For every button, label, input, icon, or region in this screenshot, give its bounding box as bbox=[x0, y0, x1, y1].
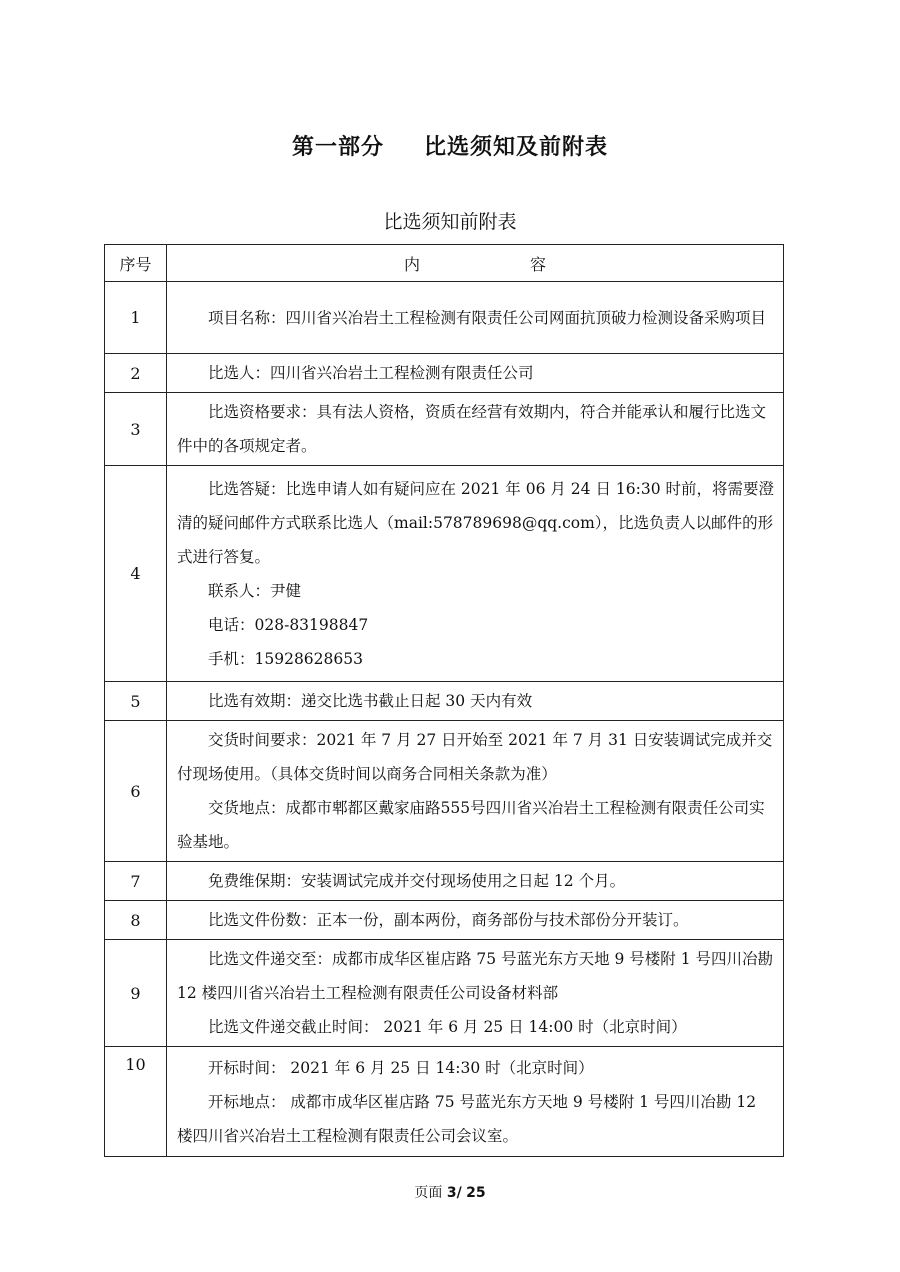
row-seq: 3 bbox=[105, 393, 167, 466]
row-content-line: 手机：15928628653 bbox=[208, 649, 363, 668]
notice-table bbox=[104, 244, 784, 1157]
row-content-line: 开标时间： 2021 年 6 月 25 日 14:30 时（北京时间） bbox=[208, 1058, 594, 1077]
row-content bbox=[167, 682, 784, 721]
table-row bbox=[105, 466, 784, 682]
table-header-row bbox=[105, 245, 784, 282]
row-seq: 6 bbox=[105, 721, 167, 862]
row-seq: 1 bbox=[105, 282, 167, 354]
footer-label: 页面 bbox=[414, 1185, 443, 1201]
footer-page: 3/ bbox=[446, 1185, 462, 1201]
table-row bbox=[105, 721, 784, 862]
part-title-number: 第一部分 bbox=[291, 135, 384, 160]
row-content-line: 比选人：四川省兴冶岩土工程检测有限责任公司 bbox=[208, 364, 534, 382]
header-content-1: 内 bbox=[403, 254, 420, 274]
row-content-line: 比选文件份数：正本一份，副本两份，商务部份与技术部份分开装订。 bbox=[208, 911, 689, 929]
row-content bbox=[167, 393, 784, 466]
row-content bbox=[167, 466, 784, 682]
page-footer bbox=[0, 1182, 900, 1202]
row-content-line: 比选有效期：递交比选书截止日起 30 天内有效 bbox=[208, 692, 533, 710]
table-row bbox=[105, 940, 784, 1047]
row-seq: 2 bbox=[105, 354, 167, 393]
row-content-line: 比选资格要求：具有法人资格，资质在经营有效期内，符合并能承认和履行比选文件中的各项规定者。 bbox=[177, 403, 767, 455]
row-content-line: 比选文件递交至：成都市成华区崔店路 75 号蓝光东方天地 9 号楼附 1 号四川冶勘 12 楼四川省兴冶岩土工程检测有限责任公司设备材料部 bbox=[177, 950, 774, 1002]
row-content-line: 交货时间要求：2021 年 7 月 27 日开始至 2021 年 7 月 31 日安装调试完成并交付现场使用。（具体交货时间以商务合同相关条款为准） bbox=[177, 731, 773, 783]
table-row bbox=[105, 862, 784, 901]
row-content-line: 比选文件递交截止时间： 2021 年 6 月 25 日 14:00 时（北京时间） bbox=[208, 1018, 687, 1036]
row-seq: 9 bbox=[105, 940, 167, 1047]
table-title: 比选须知前附表 bbox=[383, 211, 517, 233]
row-content-line: 比选答疑：比选申请人如有疑问应在 2021 年 06 月 24 日 16:30 时前，将需要澄清的疑问邮件方式联系比选人（mail:578789698@qq.com），比选负责人以邮件的形式进行答复。 bbox=[177, 479, 774, 566]
header-content bbox=[167, 245, 784, 282]
row-seq: 10 bbox=[105, 1047, 167, 1157]
row-content-line: 联系人：尹健 bbox=[208, 581, 302, 600]
row-content-line: 开标地点： 成都市成华区崔店路 75 号蓝光东方天地 9 号楼附 1 号四川冶勘 12 楼四川省兴冶岩土工程检测有限责任公司会议室。 bbox=[177, 1092, 757, 1145]
header-content-2: 容 bbox=[530, 254, 547, 274]
table-row bbox=[105, 1047, 784, 1157]
row-content-line: 项目名称：四川省兴冶岩土工程检测有限责任公司网面抗顶破力检测设备采购项目 bbox=[208, 308, 767, 327]
row-seq: 8 bbox=[105, 901, 167, 940]
row-content-line: 交货地点：成都市郫都区戴家庙路555号四川省兴冶岩土工程检测有限责任公司实验基地。 bbox=[177, 799, 765, 851]
header-seq: 序号 bbox=[105, 245, 167, 282]
table-row bbox=[105, 354, 784, 393]
part-title-text: 比选须知及前附表 bbox=[424, 135, 609, 160]
table-row bbox=[105, 901, 784, 940]
part-title bbox=[0, 130, 900, 161]
row-seq: 7 bbox=[105, 862, 167, 901]
table-row bbox=[105, 682, 784, 721]
row-content bbox=[167, 721, 784, 862]
row-content bbox=[167, 282, 784, 354]
row-content bbox=[167, 940, 784, 1047]
row-content bbox=[167, 1047, 784, 1157]
row-content-line: 免费维保期：安装调试完成并交付现场使用之日起 12 个月。 bbox=[208, 872, 626, 890]
table-row bbox=[105, 393, 784, 466]
row-content bbox=[167, 862, 784, 901]
row-seq: 5 bbox=[105, 682, 167, 721]
row-content bbox=[167, 901, 784, 940]
table-row bbox=[105, 282, 784, 354]
row-content-line: 电话：028-83198847 bbox=[208, 615, 369, 634]
row-content bbox=[167, 354, 784, 393]
footer-total: 25 bbox=[466, 1185, 486, 1201]
row-seq: 4 bbox=[105, 466, 167, 682]
